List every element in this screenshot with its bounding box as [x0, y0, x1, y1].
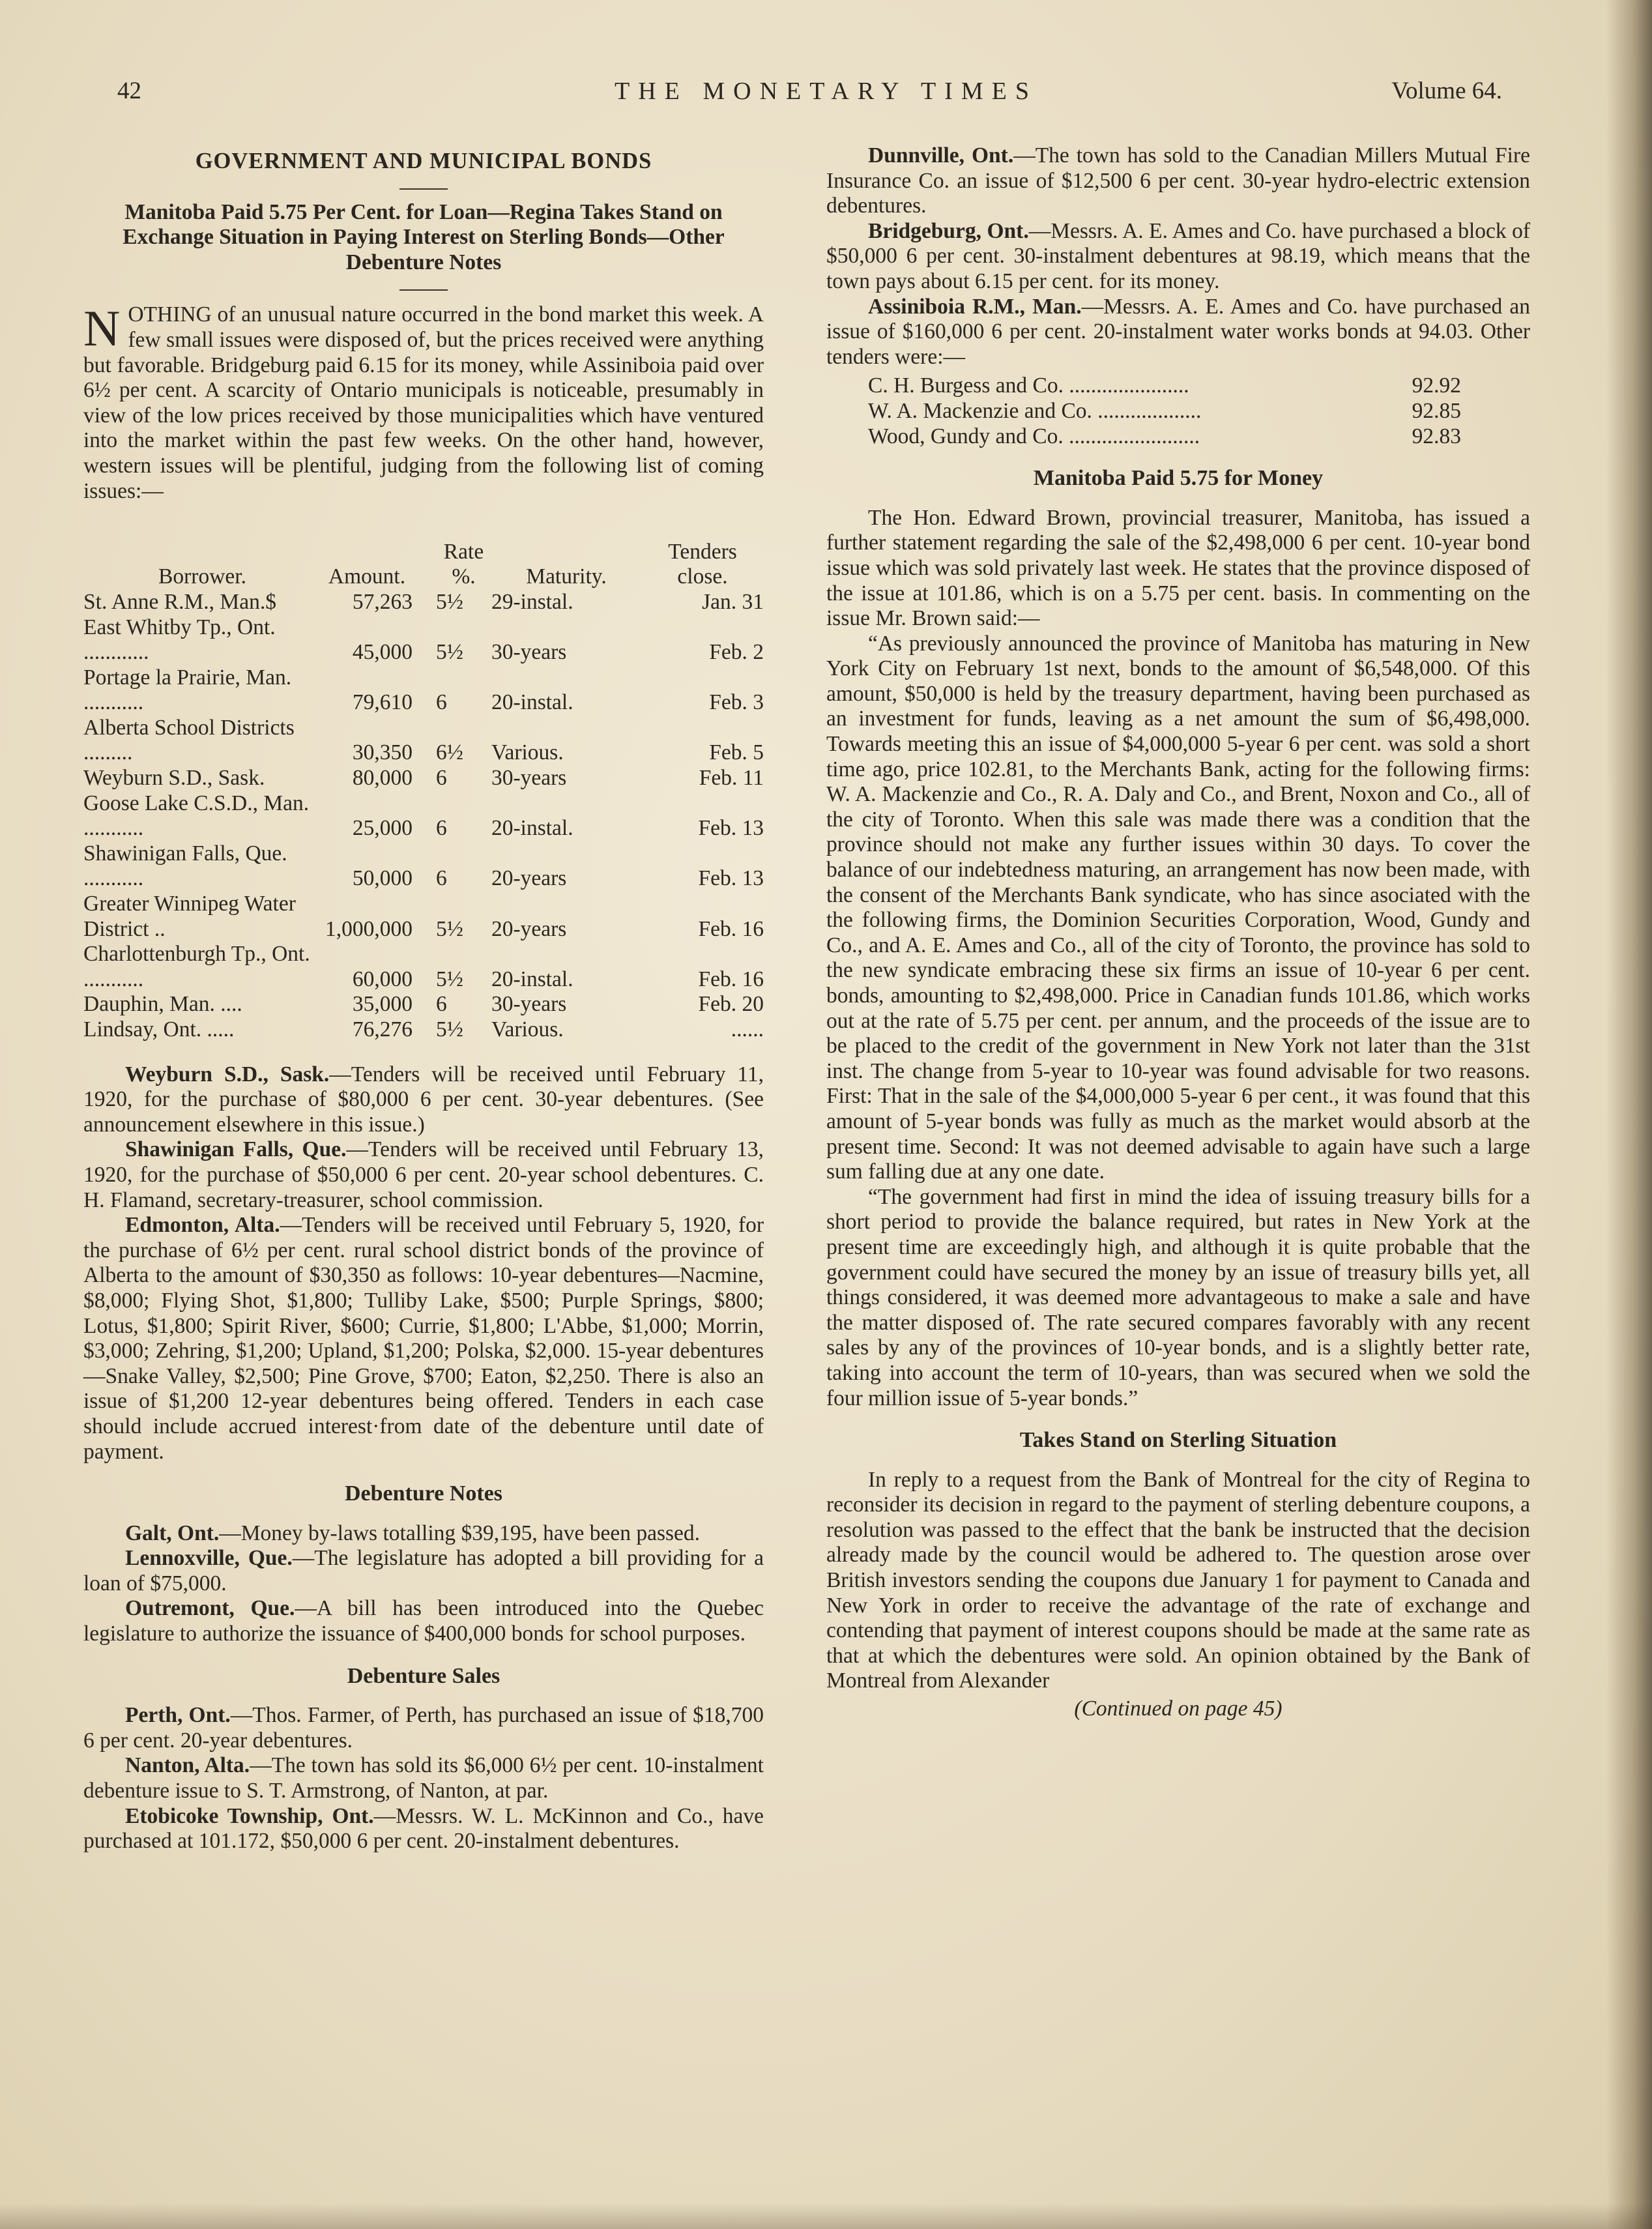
- left-column: [83, 143, 764, 1854]
- dunnville-sale: Dunnville, Ont.—The town has sold to the Canadian Millers Mutual Fire Insurance Co. an issue of $12,500 6 per cent. 30-year hydro-electric extension debentures.: [826, 143, 1530, 218]
- etobicoke-sale: Etobicoke Township, Ont.—Messrs. W. L. McKinnon and Co., have purchased at 101.172, $50,000 6 per cent. 20-instalment debentures.: [83, 1803, 764, 1854]
- cell-rate: 6: [436, 766, 447, 791]
- cell-maturity: 20-years: [491, 916, 567, 941]
- cell-maturity: 30-years: [491, 992, 567, 1017]
- header-maturity: Maturity.: [526, 564, 607, 589]
- cell-rate: 6: [436, 866, 447, 891]
- table-row: [83, 791, 764, 841]
- page-number: 42: [117, 78, 141, 104]
- cell-tenders-close: Feb. 3: [709, 690, 764, 715]
- cell-rate: 6: [436, 816, 447, 841]
- cell-amount: 60,000: [352, 967, 413, 991]
- lennoxville-note: Lennoxville, Que.—The legislature has adopted a bill providing for a loan of $75,000.: [83, 1546, 764, 1595]
- manitoba-paragraph-3: “The government had first in mind the idea of issuing treasury bills for a short period to provide the balance required, but rates in New York at the present time are exceedingly high, and although it is quite probable that the government could have secured the money by an issue of treasury bills yet, all things considered, it was deemed more advantageous to make a sale and have the matter disposed of. The rate secured compares favorably with any recent sales by any of the provinces of 10-year bonds, and is a slightly better rate, taking into account the term of 10-years, than was secured when we sold the four million issue of 5-year bonds.”: [826, 1184, 1530, 1410]
- manitoba-paragraph-1: The Hon. Edward Brown, provincial treasurer, Manitoba, has issued a further statement regarding the sale of the $2,498,000 6 per cent. 10-year bond issue which was sold privately last week. He states that the province disposed of the issue at 101.86, which is on a 5.75 per cent. basis. In commenting on the issue Mr. Brown said:—: [826, 505, 1530, 631]
- cell-rate: 5½: [436, 1017, 463, 1042]
- cell-maturity: 20-instal.: [491, 690, 573, 715]
- cell-maturity: 30-years: [491, 640, 567, 665]
- volume-label: Volume 64.: [1391, 78, 1502, 104]
- galt-note: Galt, Ont.—Money by-laws totalling $39,195, have been passed.: [125, 1521, 701, 1545]
- table-row: [83, 766, 764, 791]
- cell-borrower: Shawinigan Falls, Que. ...........: [83, 841, 287, 891]
- tender-price: 92.83: [1412, 424, 1461, 448]
- cell-tenders-close: Feb. 13: [698, 816, 764, 841]
- debenture-sales-heading: Debenture Sales: [347, 1663, 500, 1688]
- tender-firm: C. H. Burgess and Co. ......................: [868, 373, 1189, 398]
- cell-borrower: Dauphin, Man. ....: [83, 992, 242, 1017]
- cell-tenders-close: Feb. 20: [698, 992, 764, 1017]
- cell-maturity: 20-instal.: [491, 816, 573, 841]
- cell-amount: 50,000: [352, 866, 413, 891]
- cell-tenders-close: Feb. 13: [698, 866, 764, 891]
- tender-row: [868, 373, 1461, 399]
- cell-rate: 5½: [436, 589, 463, 614]
- table-row: [83, 590, 764, 615]
- table-row: [83, 942, 764, 992]
- cell-rate: 5½: [436, 967, 463, 991]
- shawinigan-notice: Shawinigan Falls, Que.—Tenders will be received until February 13, 1920, for the purchase of $50,000 6 per cent. 20-year school debentures. C. H. Flamand, secretary-treasurer, school commission.: [83, 1137, 764, 1212]
- nanton-sale: Nanton, Alta.—The town has sold its $6,000 6½ per cent. 10-instalment debenture issue to S. T. Armstrong, of Nanton, at par.: [83, 1753, 764, 1803]
- cell-borrower: Weyburn S.D., Sask.: [83, 766, 265, 791]
- cell-maturity: 20-instal.: [491, 967, 573, 991]
- table-row: [83, 1017, 764, 1043]
- header-amount: Amount.: [328, 564, 406, 589]
- table-row: [83, 665, 764, 716]
- cell-borrower: East Whitby Tp., Ont. ............: [83, 615, 276, 665]
- cell-amount: 80,000: [352, 766, 413, 791]
- cell-amount: 76,276: [352, 1017, 413, 1042]
- publication-title: THE MONETARY TIMES: [615, 78, 1037, 105]
- cell-maturity: Various.: [491, 1017, 564, 1042]
- cell-borrower: Goose Lake C.S.D., Man. ...........: [83, 791, 310, 841]
- cell-tenders-close: Feb. 2: [709, 640, 764, 665]
- cell-borrower: Greater Winnipeg Water District ..: [83, 892, 296, 941]
- intro-paragraph: [83, 302, 764, 504]
- cell-tenders-close: Jan. 31: [702, 589, 764, 614]
- cell-amount: 45,000: [352, 640, 413, 665]
- cell-rate: 6: [436, 690, 447, 715]
- bridgeburg-sale: Bridgeburg, Ont.—Messrs. A. E. Ames and Co. have purchased a block of $50,000 6 per cent. 30-instalment debentures at 98.19, which means that the town pays about 6.15 per cent. for its money.: [826, 218, 1530, 293]
- section-heading: GOVERNMENT AND MUNICIPAL BONDS: [195, 149, 652, 173]
- cell-borrower: Charlottenburgh Tp., Ont. ...........: [83, 942, 310, 991]
- continued-note: (Continued on page 45): [1074, 1697, 1282, 1721]
- table-row: [83, 716, 764, 766]
- coming-issues-rows: [83, 590, 764, 1043]
- cell-amount: 25,000: [352, 816, 413, 841]
- other-tenders-table: [868, 373, 1461, 449]
- tender-price: 92.85: [1412, 398, 1461, 423]
- cell-maturity: 29-instal.: [491, 589, 573, 614]
- heading-rule: [399, 188, 448, 190]
- sterling-heading: Takes Stand on Sterling Situation: [1019, 1428, 1337, 1453]
- cell-maturity: 20-years: [491, 866, 567, 891]
- cell-amount: 57,263: [352, 589, 413, 614]
- subheading-rule: [399, 289, 448, 291]
- table-row: [83, 615, 764, 665]
- cell-borrower: Lindsay, Ont. .....: [83, 1017, 235, 1042]
- table-header-row: [83, 514, 764, 590]
- cell-tenders-close: Feb. 16: [698, 916, 764, 941]
- cell-rate: 5½: [436, 916, 463, 941]
- page-edge-shadow: [1606, 0, 1652, 2229]
- cell-borrower: St. Anne R.M., Man.$: [83, 589, 276, 614]
- cell-rate: 6½: [436, 740, 463, 765]
- cell-borrower: Alberta School Districts .........: [83, 715, 295, 765]
- table-row: [83, 992, 764, 1017]
- coming-issues-table: [83, 514, 764, 1042]
- edmonton-notice: Edmonton, Alta.—Tenders will be received until February 5, 1920, for the purchase of 6½ per cent. rural school district bonds of the province of Alberta to the amount of $30,350 as follows: 10-year debentures—Nacmine, $8,000; Flying Shot, $1,800; Tulliby Lake, $500; Purple Springs, $800; Lotus, $1,800; Spirit River, $600; Currie, $1,800; L'Abbe, $1,000; Morrin, $3,000; Zehring, $1,200; Upland, $1,200; Polska, $2,000. 15-year debentures—Snake Valley, $2,500; Pine Grove, $700; Eaton, $2,250. There is also an issue of $1,200 12-year debentures being offered. Tenders in each case should include accrued interest·from date of the debenture until date of payment.: [83, 1213, 764, 1464]
- cell-tenders-close: Feb. 11: [699, 766, 764, 791]
- manitoba-paragraph-2: “As previously announced the province of Manitoba has maturing in New York City on February 1st next, bonds to the amount of $6,548,000. Of this amount, $50,000 is held by the treasury department, having been purchased as an investment for funds, leaving as a net amount the sum of $6,498,000. Towards meeting this an issue of $4,000,000 5-year 6 per cent. was sold a short time ago, price 102.81, to the Merchants Bank, acting for the following firms: W. A. Mackenzie and Co., R. A. Daly and Co., and Brent, Noxon and Co., all of the city of Toronto. When this sale was made there was a condition that the province should not make any further issues within 30 days. To cover the balance of our indebtedness maturing, an arrangement has now been made, with the consent of the Merchants Bank syndicate, who has since asociated with the the following firms, the Dominion Securities Corporation, Wood, Gundy and Co., and A. E. Ames and Co., all of the city of Toronto, the province has sold to the new syndicate embracing these six firms an issue of 10-year 6 per cent. bonds, amounting to $2,498,000. Price in Canadian funds 101.86, which works out at the rate of 5.75 per cent. per annum, and the proceeds of the issue are to be placed to the credit of the government in New York not later than the 31st inst. The change from 5-year to 10-year was found advisable for two reasons. First: That in the sale of the $4,000,000 5-year 6 per cent., it was found that this amount of 5-year bonds was fully as much as the market would absorb at the present time. Second: It was not deemed advisable to again have such a large sum falling due at any one date.: [826, 631, 1530, 1184]
- cell-maturity: Various.: [491, 740, 564, 765]
- cell-tenders-close: ......: [731, 1017, 764, 1042]
- header-tenders-close: Tenders close.: [668, 539, 737, 589]
- intro-text: OTHING of an unusual nature occurred in the bond market this week. A few small issues were disposed of, but the prices received were anything but favorable. Bridgeburg paid 6.15 for its money, while Assiniboia paid over 6½ per cent. A scarcity of Ontario municipals is noticeable, presumably in view of the low prices received by those municipalities which have ventured into the market within the past few weeks. On the other hand, however, western issues will be plentiful, judging from the following list of coming issues:—: [83, 302, 764, 503]
- header-rate: Rate %.: [443, 539, 484, 589]
- weyburn-notice: Weyburn S.D., Sask.—Tenders will be received until February 11, 1920, for the purchase of $80,000 6 per cent. 30-year debentures. (See announcement elsewhere in this issue.): [83, 1062, 764, 1137]
- cell-amount: 30,350: [352, 740, 413, 765]
- tender-firm: Wood, Gundy and Co. ........................: [868, 424, 1200, 448]
- cell-rate: 6: [436, 992, 447, 1017]
- perth-sale: Perth, Ont.—Thos. Farmer, of Perth, has purchased an issue of $18,700 6 per cent. 20-year debentures.: [83, 1703, 764, 1753]
- cell-amount: 1,000,000: [325, 916, 413, 941]
- tender-firm: W. A. Mackenzie and Co. ...................: [868, 398, 1202, 423]
- cell-maturity: 30-years: [491, 766, 567, 791]
- table-row: [83, 841, 764, 892]
- article-subheading: Manitoba Paid 5.75 Per Cent. for Loan—Regina Takes Stand on Exchange Situation in Paying Interest on Sterling Bonds—Other Debenture Notes: [123, 199, 725, 274]
- cell-rate: 5½: [436, 640, 463, 665]
- assiniboia-sale: Assiniboia R.M., Man.—Messrs. A. E. Ames and Co. have purchased an issue of $160,000 6 per cent. 20-instalment water works bonds at 94.03. Other tenders were:—: [826, 294, 1530, 369]
- table-row: [83, 892, 764, 942]
- tender-price: 92.92: [1412, 373, 1461, 398]
- page-bottom-shadow: [0, 2203, 1652, 2229]
- cell-borrower: Portage la Prairie, Man. ...........: [83, 665, 292, 715]
- cell-amount: 35,000: [352, 992, 413, 1017]
- tender-row: [868, 399, 1461, 424]
- header-borrower: Borrower.: [158, 564, 246, 589]
- manitoba-heading: Manitoba Paid 5.75 for Money: [1033, 466, 1324, 491]
- outremont-note: Outremont, Que.—A bill has been introduced into the Quebec legislature to authorize the issuance of $400,000 bonds for school purposes.: [83, 1596, 764, 1646]
- sterling-paragraph-1: In reply to a request from the Bank of Montreal for the city of Regina to reconsider its decision in regard to the payment of sterling debenture coupons, a resolution was passed to the effect that the bank be instructed that the decision already made by the council would be adhered to. The question arose over British investors sending the coupons due January 1 for payment to Canada and New York in order to receive the advantage of the rate of exchange and contending that payment of interest coupons should be made at the same rate as that at which the debentures were sold. An opinion obtained by the Bank of Montreal from Alexander: [826, 1467, 1530, 1693]
- drop-cap: N: [83, 300, 121, 357]
- cell-amount: 79,610: [352, 690, 413, 715]
- cell-tenders-close: Feb. 5: [709, 740, 764, 765]
- debenture-notes-heading: Debenture Notes: [344, 1481, 503, 1506]
- right-column: [826, 143, 1530, 1722]
- tender-row: [868, 424, 1461, 450]
- cell-tenders-close: Feb. 16: [698, 967, 764, 991]
- other-tenders-rows: [868, 373, 1461, 449]
